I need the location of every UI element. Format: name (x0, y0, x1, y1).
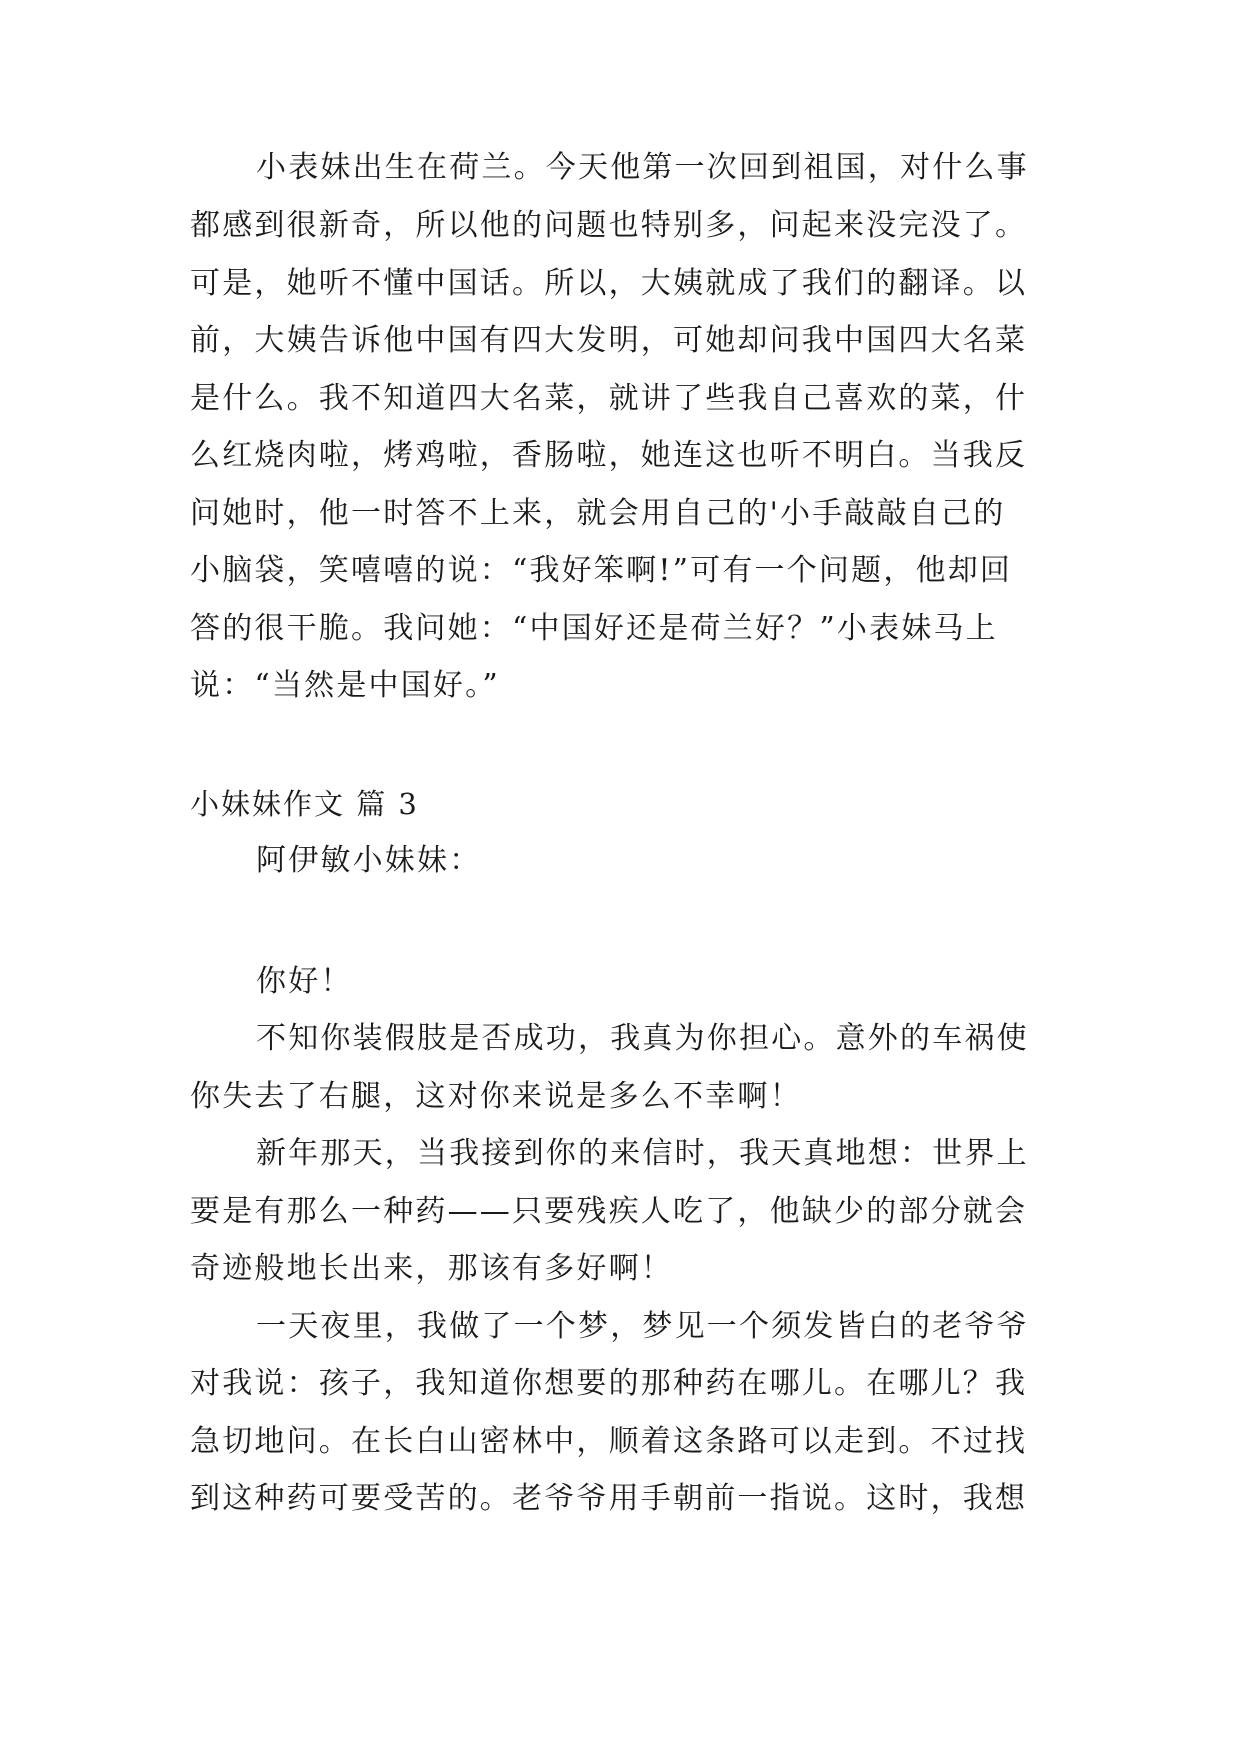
text-line: 小表妹出生在荷兰。今天他第一次回到祖国，对什么事 (256, 150, 1029, 185)
text-line: 可是，她听不懂中国话。所以，大姨就成了我们的翻译。以 (190, 266, 1028, 301)
letter-salutation: 阿伊敏小妹妹： (256, 843, 482, 878)
text-line: 都感到很新奇，所以他的问题也特别多，问起来没完没了。 (190, 208, 1028, 243)
text-line: 你失去了右腿，这对你来说是多么不幸啊！ (190, 1079, 802, 1114)
text-line: 不知你装假肢是否成功，我真为你担心。意外的车祸使 (256, 1021, 1029, 1056)
text-line: 小脑袋，笑嘻嘻的说：“我好笨啊!”可有一个问题，他却回 (190, 553, 1013, 588)
text-line: 一天夜里，我做了一个梦，梦见一个须发皆白的老爷爷 (256, 1309, 1029, 1344)
text-line: 急切地问。在长白山密林中，顺着这条路可以走到。不过找 (190, 1424, 1028, 1459)
text-line: 问她时，他一时答不上来，就会用自己的'小手敲敲自己的 (190, 496, 1006, 531)
text-line: 说：“当然是中国好。” (190, 668, 500, 703)
text-line: 答的很干脆。我问她：“中国好还是荷兰好？”小表妹马上 (190, 611, 998, 646)
text-line: 对我说：孩子，我知道你想要的那种药在哪儿。在哪儿？我 (190, 1366, 1028, 1401)
text-line: 要是有那么一种药——只要残疾人吃了，他缺少的部分就会 (190, 1194, 1028, 1229)
text-line: 到这种药可要受苦的。老爷爷用手朝前一指说。这时，我想 (190, 1481, 1028, 1516)
text-line: 奇迹般地长出来，那该有多好啊！ (190, 1251, 673, 1286)
text-line: 前，大姨告诉他中国有四大发明，可她却问我中国四大名菜 (190, 323, 1028, 358)
text-line: 新年那天，当我接到你的来信时，我天真地想：世界上 (256, 1136, 1029, 1171)
text-line: 是什么。我不知道四大名菜，就讲了些我自己喜欢的菜，什 (190, 381, 1028, 416)
text-line: 么红烧肉啦，烤鸡啦，香肠啦，她连这也听不明白。当我反 (190, 438, 1028, 473)
section-heading: 小妹妹作文 篇 3 (190, 787, 419, 821)
letter-greeting: 你好！ (256, 964, 353, 999)
